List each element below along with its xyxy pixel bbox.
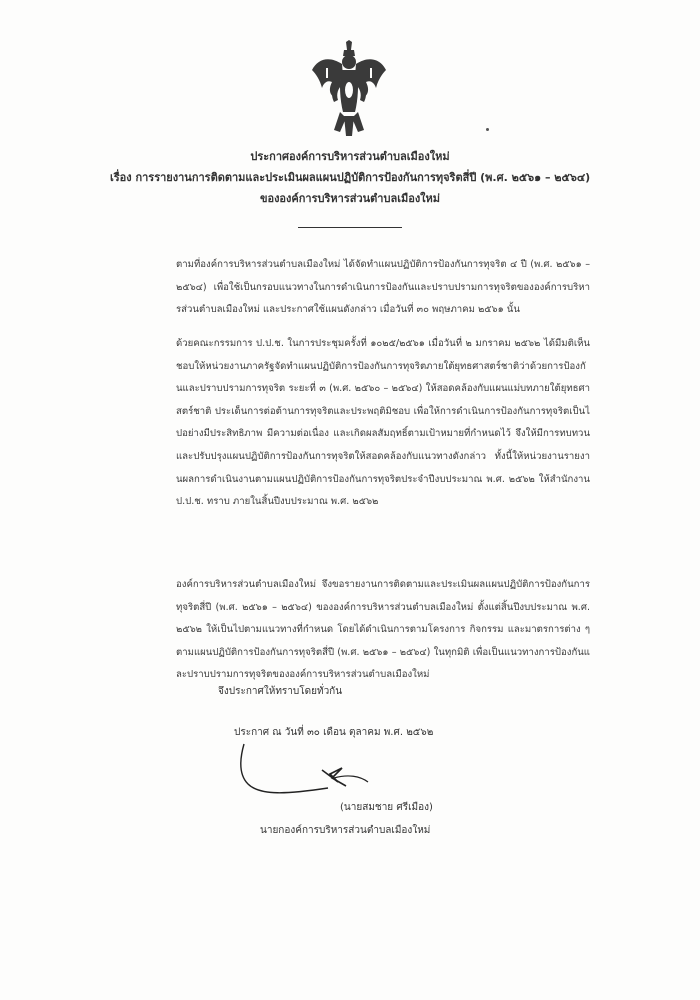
paragraph-1-text: ตามที่องค์การบริหารส่วนตำบลเมืองใหม่ ได้จัดทำแผนปฏิบัติการป้องกันการทุจริต ๔ ปี (พ.ศ. ๒๕๖๑ – ๒๕๖๔) เพื่อใช้เป็นกรอบแนวทางในการดำเนินการป้องกันและปราบปรามการทุจริตขององค์การบริหารส่วนตำบลเมืองใหม่ และประกาศใช้แผนดังกล่าว เมื่อวันที่ ๓๐ พฤษภาคม ๒๕๖๑ นั้น: [176, 259, 590, 316]
notice-heading-subject: เรื่อง การรายงานการติดตามและประเมินผลแผนปฏิบัติการป้องกันการทุจริตสี่ปี (พ.ศ. ๒๕๖๑ – ๒๕๖๔): [110, 171, 591, 184]
garuda-emblem: [310, 40, 388, 140]
heading-underline: [298, 227, 402, 228]
signer-name: (นายสมชาย ศรีเมือง): [340, 802, 433, 813]
handwritten-signature: [238, 738, 418, 808]
closing-notice: จึงประกาศให้ทราบโดยทั่วกัน: [218, 686, 343, 697]
paragraph-2-text: ด้วยคณะกรรมการ ป.ป.ช. ในการประชุมครั้งที่ ๑๐๒๕/๒๕๖๑ เมื่อวันที่ ๒ มกราคม ๒๕๖๒ ได้มีมติเห็นชอบให้หน่วยงานภาครัฐจัดทำแผนปฏิบัติการป้องกันการทุจริตภายใต้ยุทธศาสตร์ชาติว่าด้วยการป้องกันและปราบปรามการทุจริต ระยะที่ ๓ (พ.ศ. ๒๕๖๐ – ๒๕๖๔) ให้สอดคล้องกับแผนแม่บทภายใต้ยุทธศาสตร์ชาติ ประเด็นการต่อต้านการทุจริตและประพฤติมิชอบ เพื่อให้การดำเนินการป้องกันการทุจริตเป็นไปอย่างมีประสิทธิภาพ มีความต่อเนื่อง และเกิดผลสัมฤทธิ์ตามเป้าหมายที่กำหนดไว้ จึงให้มีการทบทวนและปรับปรุงแผนปฏิบัติการป้องกันการทุจริตให้สอดคล้องกับแนวทางดังกล่าว ทั้งนี้ให้หน่วยงานรายงานผลการดำเนินงานตามแผนปฏิบัติการป้องกันการทุจริตประจำปีงบประมาณ พ.ศ. ๒๕๖๒ ให้สำนักงาน ป.ป.ช. ทราบ ภายในสิ้นปีงบประมาณ พ.ศ. ๒๕๖๒: [176, 338, 590, 508]
body-paragraph-3: [176, 574, 590, 687]
body-paragraph-2: [176, 333, 590, 514]
body-paragraph-1: [176, 254, 590, 322]
paragraph-3-text: องค์การบริหารส่วนตำบลเมืองใหม่ จึงขอรายงานการติดตามและประเมินผลแผนปฏิบัติการป้องกันการทุจริตสี่ปี (พ.ศ. ๒๕๖๑ – ๒๕๖๔) ขององค์การบริหารส่วนตำบลเมืองใหม่ ตั้งแต่สิ้นปีงบประมาณ พ.ศ. ๒๕๖๒ ให้เป็นไปตามแนวทางที่กำหนด โดยได้ดำเนินการตามโครงการ กิจกรรม และมาตรการต่าง ๆ ตามแผนปฏิบัติการป้องกันการทุจริตสี่ปี (พ.ศ. ๒๕๖๑ – ๒๕๖๔) ในทุกมิติ เพื่อเป็นแนวทางการป้องกันและปราบปรามการทุจริตขององค์การบริหารส่วนตำบลเมืองใหม่: [176, 579, 590, 681]
announcement-date: ประกาศ ณ วันที่ ๓๐ เดือน ตุลาคม พ.ศ. ๒๕๖๒: [234, 727, 434, 738]
notice-heading-line3: ขององค์การบริหารส่วนตำบลเมืองใหม่: [259, 192, 441, 205]
scan-speck: [486, 128, 489, 131]
signer-title: นายกองค์การบริหารส่วนตำบลเมืองใหม่: [260, 825, 431, 836]
notice-heading-line1: ประกาศองค์การบริหารส่วนตำบลเมืองใหม่: [250, 150, 450, 163]
